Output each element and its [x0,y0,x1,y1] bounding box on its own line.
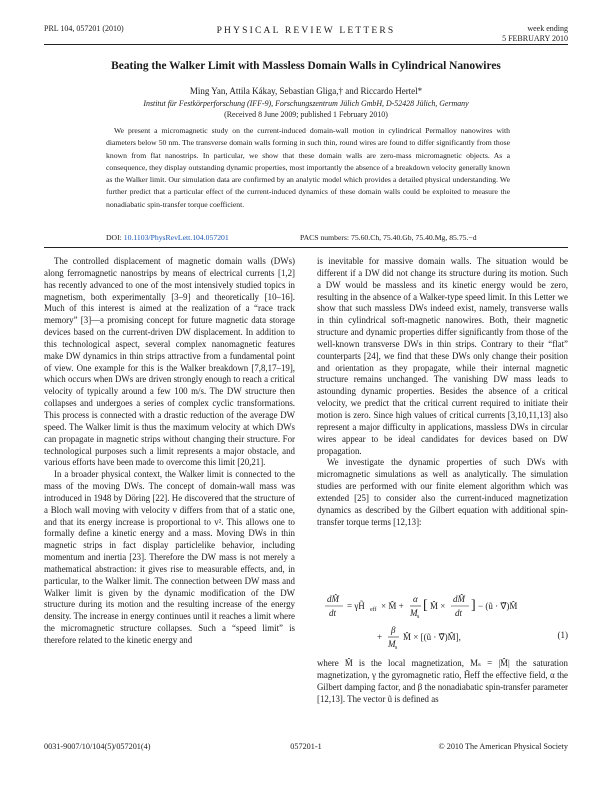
left-column [44,256,295,647]
svg-text:+: + [377,632,383,642]
paragraph: where M̂ is the local magnetization, Mₛ = |M̂| the saturation magnetization, γ the gyromagnetic ratio, H̃eff the effective field, α the Gilbert damping factor, and β the nonadiabatic spin-transfer parameter [12,13]. The vector ũ is defined as [317,658,568,704]
doi-line [106,233,229,242]
abstract: We present a micromagnetic study on the current-induced domain-wall motion in cylindrical Permalloy nanowires with diameters below 50 nm. The transverse domain walls forming in such thin, round wires are found to differ significantly from those known from flat nanostrips. In particular, we show that these domain walls are zero-mass micromagnetic objects. As a consequence, they display outstanding dynamic properties, most importantly the absence of a breakdown velocity generally known as the Walker limit. Our simulation data are confirmed by an analytic model which provides a detailed physical understanding. We further predict that a particular effect of the current-induced dynamics of these domain walls could be exploited to measure the nonadiabatic spin-transfer torque coefficient. [106,126,510,209]
gilbert-equation [317,590,568,650]
paragraph: We investigate the dynamic properties of such DWs with micromagnetic simulations as well as analytically. The simulation studies are performed with our finite element algorithm which was extended [25] to consider also the current-induced magnetization dynamics as described by the Gilbert equation with additional spin-transfer torque terms [12,13]: [317,457,568,527]
week-label: week ending [527,24,568,33]
svg-text:eff: eff [370,607,377,613]
issn: 0031-9007/10/104(5)/057201(4) [44,742,151,751]
svg-text:β: β [391,625,396,635]
paragraph: The controlled displacement of magnetic domain walls (DWs) along ferromagnetic nanostrips by means of electrical currents [1,2] has recently advanced to one of the most intensively studied topics in magnetism, both experimentally [3–9] and theoretically [10–16]. Much of this interest is aimed at the realization of a “race track memory” [3]—a promising concept for future magnetic data storage devices based on the current-driven DW displacement. In addition to this technological aspect, several complex nanomagnetic features make DW dynamics in thin strips attractive from a fundamental point of view. One example for this is the Walker breakdown [7,8,17–19], which occurs when DWs are driven strongly enough to reach a critical velocity of typically around a few 100 m/s. The DW structure then collapses and undergoes a series of complex cyclic transformations. This process is connected with a drastic reduction of the average DW speed. The Walker limit is thus the maximum velocity at which DWs can propagate in magnetic strips without changing their structure. For technological purposes such a limit represents a major obstacle, and various efforts have been made to overcome this limit [20,21]. [44,256,295,468]
header-rule [44,44,568,45]
affiliation: Institut für Festkörperforschung (IFF-9), Forschungszentrum Jülich GmbH, D-52428 Jülich, Germany [143,99,469,108]
issue-date [502,24,568,44]
journal-name: PHYSICAL REVIEW LETTERS [216,26,396,36]
svg-text:dM̂: dM̂ [327,594,339,604]
copyright: © 2010 The American Physical Society [438,742,568,751]
right-column-top [317,256,568,528]
equation-number: (1) [557,630,568,640]
svg-text:]: ] [471,598,476,613]
right-column-bottom [317,658,568,705]
svg-text:= γH̃: = γH̃ [347,601,365,611]
authors: Ming Yan, Attila Kákay, Sebastian Gliga,† and Riccardo Hertel* [189,86,423,96]
page-number: 057201-1 [290,742,322,751]
svg-text:[: [ [423,598,428,613]
svg-text:M̂ × [(ũ · ∇̃)M̂],: M̂ × [(ũ · ∇̃)M̂], [403,632,461,642]
svg-text:× M̂ +: × M̂ + [381,601,404,611]
doi-label: DOI: [106,233,122,242]
svg-text:s: s [417,614,420,620]
pacs-numbers: PACS numbers: 75.60.Ch, 75.40.Gb, 75.40.Mg, 85.75.−d [300,233,477,242]
paragraph: is inevitable for massive domain walls. The situation would be different if a DW did not change its structure during its motion. Such a DW would be massless and its kinetic energy would be zero, resulting in the absence of a Walker-type speed limit. In this Letter we show that such massless DWs indeed exist, namely, transverse walls in thin cylindrical soft-magnetic nanowires. Both, their magnetic structure and dynamic properties differ significantly from those of the well-known transverse DWs in thin strips. Contrary to their “flat” counterparts [24], we find that these DWs only change their position and orientation as they propagate, while their internal magnetic structure remains unchanged. The vanishing DW mass leads to astounding dynamic properties. Besides the absence of a critical velocity, we predict that the critical current required to initiate their motion is zero. Since high values of critical currents [3,10,11,13] also represent a major difficulty in applications, massless DWs in circular wires appear to be ideal candidates for devices based on DW propagation. [317,256,568,456]
abstract-rule [44,247,568,248]
svg-text:dM̂: dM̂ [453,594,465,604]
journal-reference: PRL 104, 057201 (2010) [44,24,124,33]
svg-text:M: M [410,608,418,618]
week-date: 5 FEBRUARY 2010 [502,34,568,43]
equation-graphic [317,590,568,652]
svg-text:− (ũ · ∇̃)M̂: − (ũ · ∇̃)M̂ [478,601,518,611]
received-dates: (Received 8 June 2009; published 1 February 2010) [224,110,388,119]
svg-text:α: α [413,594,418,604]
paragraph: In a broader physical context, the Walker limit is connected to the mass of the moving DWs. The concept of domain-wall mass was introduced in 1948 by Döring [22]. He discovered that the structure of a Bloch wall moving with velocity v differs from that of a static one, and that its energy increase is proportional to v². This allows one to formally define a kinetic energy and a mass. Moving DWs in thin magnetic strips in fact display particlelike behavior, including momentum and inertia [23]. Therefore the DW mass is not merely a mathematical abstraction: it gives rise to measurable effects, and, in particular, to the Walker limit. The connection between DW mass and Walker limit is given by the dynamic modification of the DW structure during its motion and the resulting increase of the energy density. The increase in energy continues until it reaches a limit where the micromagnetic structure collapses. Such a “speed limit” is therefore related to the kinetic energy and [44,469,295,645]
doi-link[interactable]: 10.1103/PhysRevLett.104.057201 [123,233,229,242]
svg-text:dt: dt [329,608,337,618]
svg-text:dt: dt [455,608,463,618]
svg-text:s: s [395,645,398,651]
paper-title: Beating the Walker Limit with Massless Domain Walls in Cylindrical Nanowires [111,60,501,72]
svg-text:M̂ ×: M̂ × [430,601,446,611]
svg-text:M: M [388,639,396,649]
